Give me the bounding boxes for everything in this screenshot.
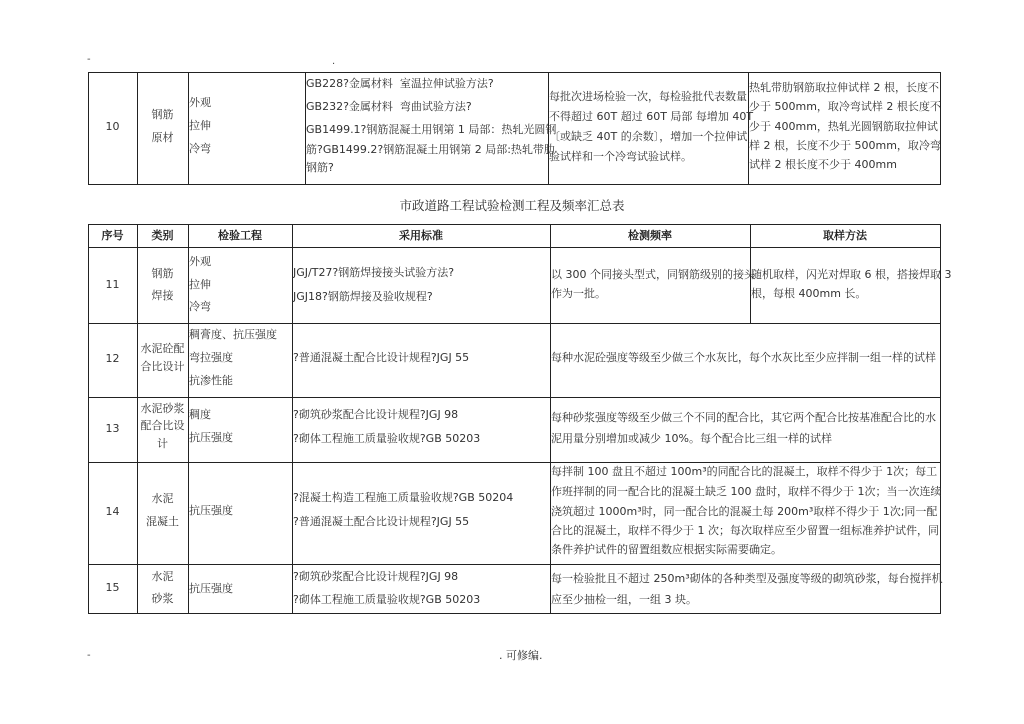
- table-border-bottom: [88, 184, 941, 185]
- frequency-text: 应至少抽检一组，一组 3 块。: [551, 593, 697, 606]
- category-text: 混凝土: [146, 515, 179, 528]
- category-text: 水泥砂浆: [140, 402, 185, 415]
- category-text: 钢筋: [151, 108, 174, 121]
- row-number: 14: [105, 505, 120, 518]
- header-left-mark: -: [87, 54, 91, 65]
- frequency-text: 不得超过 60T 超过 60T 局部 每增加 40T: [549, 110, 754, 123]
- table-border-top: [88, 72, 941, 73]
- test-item: 抗压强度: [189, 582, 233, 595]
- standard-text: JGJ18?钢筋焊接及验收规程?: [293, 290, 433, 303]
- header-sampling: 取样方法: [823, 229, 867, 242]
- row-number: 12: [105, 352, 120, 365]
- frequency-text: 作为一批。: [551, 287, 606, 300]
- frequency-text: 浇筑超过 1000m³时，同一配合比的混凝土每 200m³取样不得少于 1次;同一配: [551, 505, 938, 518]
- table-title: 市政道路工程试验检测工程及频率汇总表: [399, 198, 625, 213]
- frequency-text: 合比的混凝土，取样不得少于 1 次；每次取样应至少留置一组标准养护试件，同: [551, 524, 939, 537]
- sampling-text: 样 2 根，长度不少于 500mm，取冷弯: [749, 139, 941, 152]
- sampling-text: 随机取样，闪光对焊取 6 根，搭接焊取 3: [751, 268, 952, 281]
- row-number: 15: [105, 581, 120, 594]
- test-item: 弯拉强度: [189, 351, 233, 364]
- frequency-text: 〔或缺乏 40T 的余数〕，增加一个拉伸试: [549, 130, 748, 143]
- frequency-text: 每拌制 100 盘且不超过 100m³的同配合比的混凝土，取样不得少于 1次；每工: [551, 465, 938, 478]
- standard-text: ?砌体工程施工质量验收规?GB 50203: [293, 593, 481, 606]
- category-text: 钢筋: [151, 267, 174, 280]
- sampling-text: 少于 500mm，取冷弯试样 2 根长度不: [749, 100, 941, 113]
- table-border-right: [940, 224, 941, 614]
- header-test-item: 检验工程: [218, 229, 262, 242]
- test-item: 拉伸: [189, 119, 211, 132]
- test-item: 冷弯: [189, 300, 211, 313]
- category-text: 计: [157, 437, 168, 450]
- standard-text: GB228?金属材料 室温拉伸试验方法?: [306, 77, 494, 90]
- header-frequency: 检测频率: [628, 229, 672, 242]
- category-text: 合比设计: [140, 360, 185, 373]
- row-number: 11: [105, 278, 120, 291]
- category-text: 配合比设: [140, 419, 185, 432]
- standard-text: ?普通混凝土配合比设计规程?JGJ 55: [293, 351, 470, 364]
- sampling-text: 根，每根 400mm 长。: [751, 287, 867, 300]
- standard-text: ?砌筑砂浆配合比设计规程?JGJ 98: [293, 570, 459, 583]
- table-border-top: [88, 224, 941, 225]
- sampling-text: 热轧带肋钢筋取拉伸试样 2 根，长度不: [749, 81, 939, 94]
- frequency-text: 每批次进场检验一次，每检验批代表数量: [549, 90, 747, 103]
- test-item: 外观: [189, 255, 211, 268]
- frequency-text: 作班拌制的同一配合比的混凝土缺乏 100 盘时，取样不得少于 1次；当一次连续: [551, 485, 942, 498]
- test-item: 冷弯: [189, 142, 211, 155]
- frequency-text: 泥用量分别增加或减少 10%。每个配合比三组一样的试样: [551, 432, 832, 445]
- standard-text: ?普通混凝土配合比设计规程?JGJ 55: [293, 515, 470, 528]
- frequency-text: 每种砂浆强度等级至少做三个不同的配合比，其它两个配合比按基准配合比的水: [551, 411, 936, 424]
- footer-editable-note: . 可修编.: [499, 649, 543, 662]
- row-divider: [88, 564, 941, 565]
- standard-text: GB1499.1?钢筋混凝土用钢第 1 局部：热轧光圆钢: [306, 123, 557, 136]
- category-text: 水泥: [151, 570, 174, 583]
- row-divider: [88, 462, 941, 463]
- test-item: 稠度: [189, 408, 211, 421]
- frequency-text: 条件养护试件的留置组数应根据实际需要确定。: [551, 543, 782, 556]
- standard-text: GB232?金属材料 弯曲试验方法?: [306, 100, 472, 113]
- header-category: 类别: [151, 229, 174, 242]
- frequency-text: 每种水泥砼强度等级至少做三个水灰比，每个水灰比至少应拌制一组一样的试样: [551, 351, 936, 364]
- frequency-text: 每一检验批且不超过 250m³砌体的各种类型及强度等级的砌筑砂浆，每台搅拌机: [551, 572, 943, 585]
- category-text: 砂浆: [151, 592, 174, 605]
- table-border-bottom: [88, 613, 941, 614]
- row-divider: [88, 323, 941, 324]
- test-item: 稠膏度、抗压强度: [189, 328, 277, 341]
- sampling-text: 试样 2 根长度不少于 400mm: [749, 158, 897, 171]
- frequency-text: 以 300 个同接头型式，同钢筋级别的接头: [551, 268, 755, 281]
- category-text: 原材: [151, 131, 174, 144]
- test-item: 抗压强度: [189, 504, 233, 517]
- frequency-text: 验试样和一个冷弯试验试样。: [549, 150, 692, 163]
- sampling-text: 少于 400mm，热轧光圆钢筋取拉伸试: [749, 120, 938, 133]
- standard-text: ?砌筑砂浆配合比设计规程?JGJ 98: [293, 408, 459, 421]
- test-item: 抗压强度: [189, 431, 233, 444]
- header-no: 序号: [101, 229, 124, 242]
- standard-text: ?混凝土构造工程施工质量验收规?GB 50204: [293, 491, 514, 504]
- standard-text: 筋?GB1499.2?钢筋混凝土用钢第 2 局部:热轧带肋: [306, 143, 555, 156]
- test-item: 抗渗性能: [189, 374, 233, 387]
- row-number: 10: [105, 120, 120, 133]
- standard-text: ?砌体工程施工质量验收规?GB 50203: [293, 432, 481, 445]
- header-divider: [88, 247, 941, 248]
- test-item: 拉伸: [189, 278, 211, 291]
- standard-text: 钢筋?: [306, 161, 334, 174]
- header-standard: 采用标准: [399, 229, 443, 242]
- category-text: 水泥砼配: [140, 342, 185, 355]
- row-number: 13: [105, 422, 120, 435]
- column-divider: [137, 72, 138, 185]
- table-border-right: [940, 72, 941, 185]
- test-item: 外观: [189, 96, 211, 109]
- category-text: 水泥: [151, 492, 174, 505]
- standard-text: JGJ/T27?钢筋焊接接头试验方法?: [293, 266, 455, 279]
- footer-left-mark: -: [87, 650, 91, 661]
- row-divider: [88, 397, 941, 398]
- header-center-mark: .: [332, 56, 336, 67]
- category-text: 焊接: [151, 289, 174, 302]
